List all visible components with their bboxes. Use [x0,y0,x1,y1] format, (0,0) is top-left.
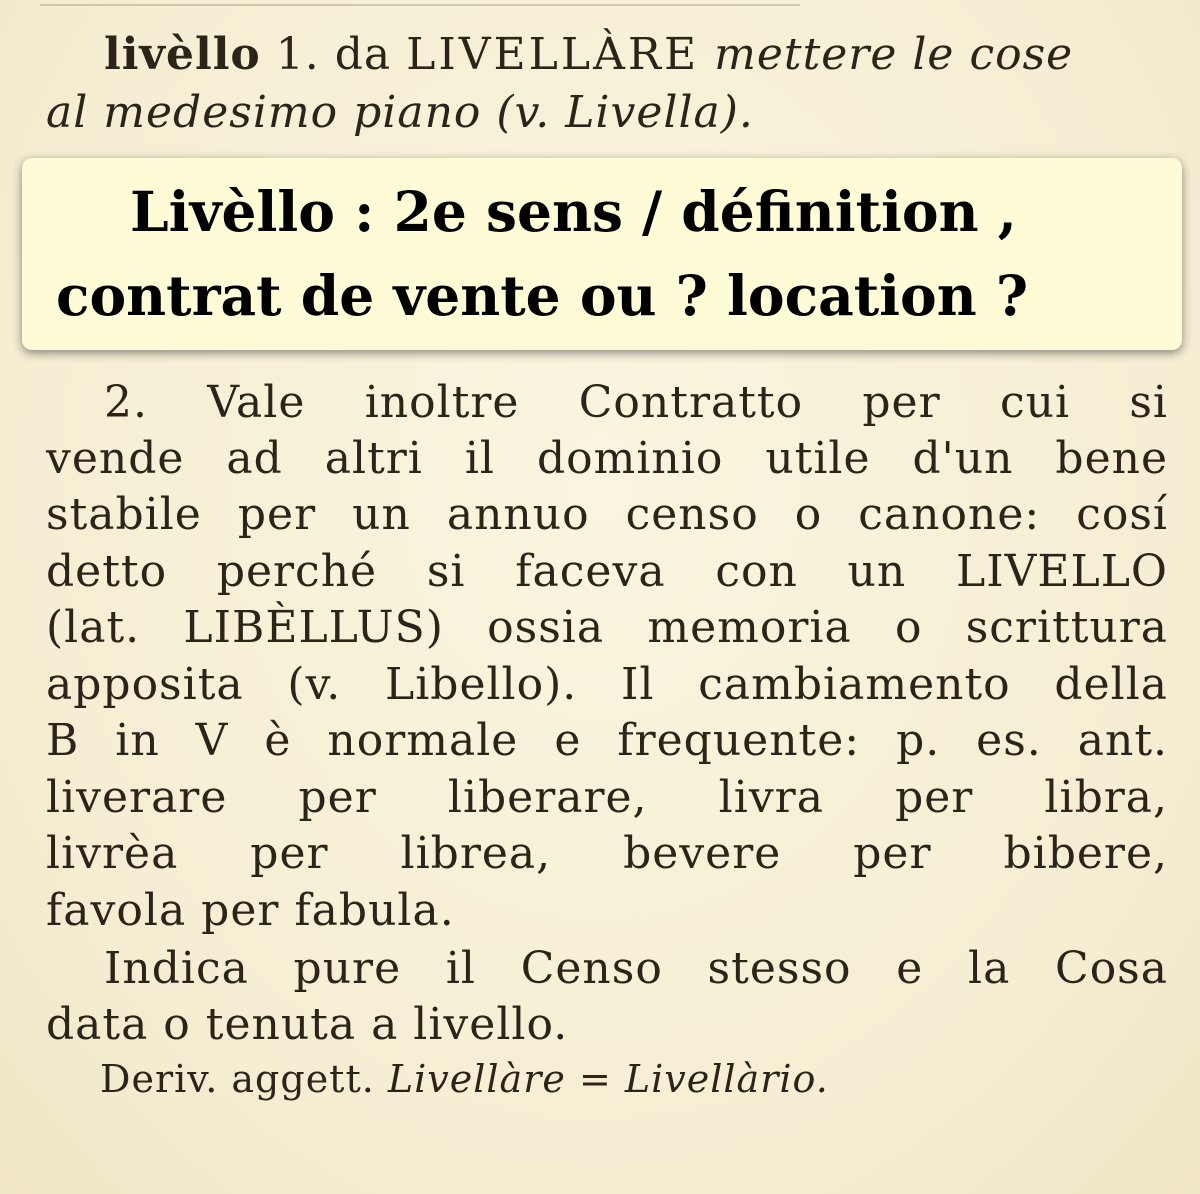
sense2-line: liverare per liberare, livra per libra, [46,772,1168,823]
sense2-line: data o tenuta a livello. [46,999,569,1050]
derivation-word-1: Livellàre [387,1057,566,1101]
previous-entry-fragment [40,0,800,6]
entry-headword-line [104,30,1168,80]
sense2-line: B in V è normale e frequente: p. es. ant. [46,715,1168,766]
sense1-number: 1. [275,29,320,80]
annotation-callout [22,158,1182,350]
sense2-line: apposita (v. Libello). Il cambiamento della [46,659,1168,710]
sense2-line: stabile per un annuo censo o canone: cosí [46,489,1168,540]
derivation-line [100,1056,829,1102]
sense1-ref: (v. Livella). [496,87,754,138]
sense1-da: da [334,29,392,80]
sense1-etymon: LIVELLÀRE [406,29,700,80]
derivation-equals: = [578,1057,612,1101]
derivation-label: Deriv. aggett. [100,1057,375,1101]
sense1-gloss-b: al medesimo piano [46,87,482,138]
sense2-line: livrèa per librea, bevere per bibere, [46,828,1168,879]
derivation-word-2: Livellàrio. [624,1057,829,1101]
sense2-line: detto perché si faceva con un LIVELLO [46,546,1168,597]
sense2-line: 2. Vale inoltre Contratto per cui si [104,377,1168,428]
sense2-line: (lat. LIBÈLLUS) ossia memoria o scrittura [46,602,1168,653]
annotation-line-2: contrat de vente ou ? location ? [56,263,1029,328]
headword: livèllo [104,29,261,80]
sense1-gloss-a: mettere le cose [714,29,1074,80]
sense2-line: vende ad altri il dominio utile d'un bene [46,433,1168,484]
entry-line-2 [46,88,1168,138]
annotation-line-1: Livèllo : 2e sens / définition , [130,179,1017,244]
sense2-line: Indica pure il Censo stesso e la Cosa [104,943,1168,994]
sense2-line: favola per fabula. [46,885,455,936]
